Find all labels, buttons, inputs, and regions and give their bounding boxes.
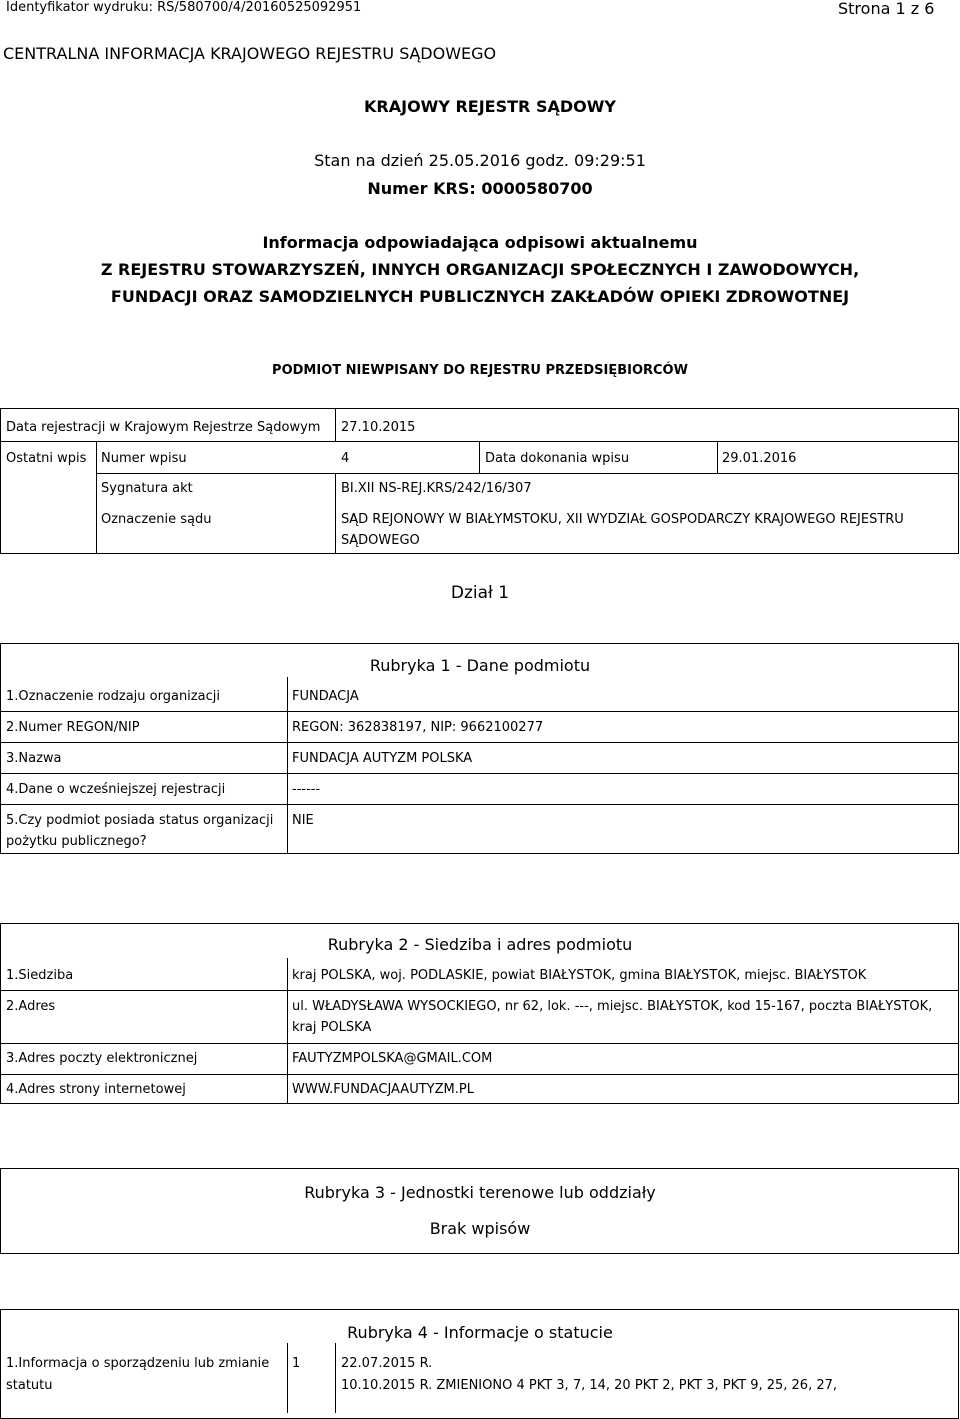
- registration-date-label: Data rejestracji w Krajowym Rejestrze Sądowym: [6, 420, 321, 435]
- public-benefit-label-line-1: 5.Czy podmiot posiada status organizacji: [6, 813, 274, 828]
- rubryka-2-title: Rubryka 2 - Siedziba i adres podmiotu: [327, 935, 633, 954]
- signature-value: BI.XII NS-REJ.KRS/242/16/307: [341, 481, 532, 496]
- rubryka-3-title: Rubryka 3 - Jednostki terenowe lub oddziały: [304, 1183, 656, 1202]
- registry-title: KRAJOWY REJESTR SĄDOWY: [364, 97, 616, 116]
- address-value-line-1: ul. WŁADYSŁAWA WYSOCKIEGO, nr 62, lok. ---, miejsc. BIAŁYSTOK, kod 15-167, poczta BIAŁYSTOK,: [292, 999, 933, 1014]
- rubryka-4-title: Rubryka 4 - Informacje o statucie: [347, 1323, 613, 1342]
- public-benefit-label-line-2: pożytku publicznego?: [6, 834, 147, 849]
- last-entry-label: Ostatni wpis: [6, 451, 87, 466]
- address-value-line-2: kraj POLSKA: [292, 1020, 372, 1035]
- regon-nip-value: REGON: 362838197, NIP: 9662100277: [292, 720, 544, 735]
- public-benefit-value: NIE: [292, 813, 314, 828]
- signature-label: Sygnatura akt: [101, 481, 193, 496]
- court-value-line-1: SĄD REJONOWY W BIAŁYMSTOKU, XII WYDZIAŁ GOSPODARCZY KRAJOWEGO REJESTRU: [341, 512, 904, 527]
- statute-value-line-1: 22.07.2015 R.: [341, 1356, 433, 1371]
- email-label: 3.Adres poczty elektronicznej: [6, 1051, 198, 1066]
- previous-registration-label: 4.Dane o wcześniejszej rejestracji: [6, 782, 226, 797]
- address-label: 2.Adres: [6, 999, 56, 1014]
- website-label: 4.Adres strony internetowej: [6, 1082, 186, 1097]
- court-label: Oznaczenie sądu: [101, 512, 212, 527]
- regon-nip-label: 2.Numer REGON/NIP: [6, 720, 140, 735]
- registration-date-value: 27.10.2015: [341, 420, 416, 435]
- statute-label-line-2: statutu: [6, 1378, 53, 1393]
- org-type-label: 1.Oznaczenie rodzaju organizacji: [6, 689, 220, 704]
- statute-label-line-1: 1.Informacja o sporządzeniu lub zmianie: [6, 1356, 270, 1371]
- section-title: Dział 1: [450, 583, 510, 603]
- rubryka-3-empty: Brak wpisów: [429, 1219, 531, 1238]
- entry-date-value: 29.01.2016: [722, 451, 797, 466]
- rubryka-1-title: Rubryka 1 - Dane podmiotu: [369, 656, 591, 675]
- statute-value-line-2: 10.10.2015 R. ZMIENIONO 4 PKT 3, 7, 14, 20 PKT 2, PKT 3, PKT 9, 25, 26, 27,: [341, 1378, 838, 1393]
- subject-type: PODMIOT NIEWPISANY DO REJESTRU PRZEDSIĘBIORCÓW: [272, 363, 688, 378]
- entry-number-label: Numer wpisu: [101, 451, 187, 466]
- info-line-3: FUNDACJI ORAZ SAMODZIELNYCH PUBLICZNYCH ZAKŁADÓW OPIEKI ZDROWOTNEJ: [110, 287, 850, 306]
- entry-number-value: 4: [341, 451, 350, 466]
- info-line-2: Z REJESTRU STOWARZYSZEŃ, INNYCH ORGANIZACJI SPOŁECZNYCH I ZAWODOWYCH,: [100, 260, 860, 279]
- statute-entry-number: 1: [292, 1356, 301, 1371]
- name-value: FUNDACJA AUTYZM POLSKA: [292, 751, 473, 766]
- court-value-line-2: SĄDOWEGO: [341, 533, 420, 548]
- krs-number: Numer KRS: 0000580700: [367, 179, 593, 198]
- info-line-1: Informacja odpowiadająca odpisowi aktualnemu: [262, 233, 698, 252]
- website-value: WWW.FUNDACJAAUTYZM.PL: [292, 1082, 474, 1097]
- email-value: FAUTYZMPOLSKA@GMAIL.COM: [292, 1051, 493, 1066]
- page-number: Strona 1 z 6: [838, 0, 935, 18]
- seat-label: 1.Siedziba: [6, 968, 74, 983]
- org-name: CENTRALNA INFORMACJA KRAJOWEGO REJESTRU SĄDOWEGO: [3, 44, 497, 63]
- seat-value: kraj POLSKA, woj. PODLASKIE, powiat BIAŁYSTOK, gmina BIAŁYSTOK, miejsc. BIAŁYSTOK: [292, 968, 867, 983]
- previous-registration-value: ------: [292, 782, 321, 797]
- org-type-value: FUNDACJA: [292, 689, 359, 704]
- rubryka-3-table: [0, 1168, 959, 1254]
- name-label: 3.Nazwa: [6, 751, 62, 766]
- print-identifier: Identyfikator wydruku: RS/580700/4/20160525092951: [6, 0, 362, 15]
- entry-date-label: Data dokonania wpisu: [485, 451, 630, 466]
- state-date: Stan na dzień 25.05.2016 godz. 09:29:51: [314, 151, 646, 170]
